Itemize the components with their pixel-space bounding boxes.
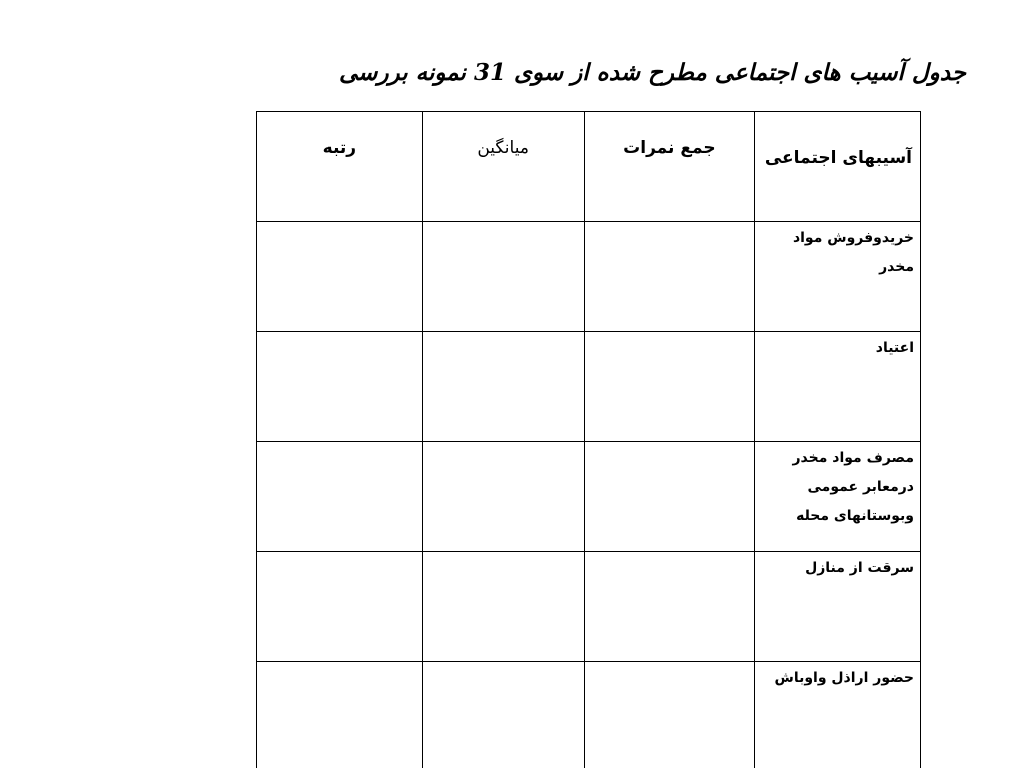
table-row: [257, 222, 921, 332]
social-harms-table: [256, 111, 921, 768]
header-cell-rank: [257, 112, 423, 222]
rank-cell: [257, 222, 423, 332]
row-label-cell: [755, 332, 921, 442]
rank-cell: [257, 442, 423, 552]
header-label-total-score: جمع نمرات: [623, 138, 716, 158]
average-cell: [422, 552, 584, 662]
header-cell-total-score: [584, 112, 755, 222]
total-score-cell: [584, 552, 755, 662]
header-label-social-harms: آسیبهای اجتماعی: [764, 148, 912, 168]
row-label: مصرف مواد مخدر درمعابر عمومی وبوستانهای محله: [792, 450, 914, 524]
total-score-cell: [584, 662, 755, 768]
header-cell-social-harms: [755, 112, 921, 222]
total-score-cell: [584, 442, 755, 552]
row-label: اعتیاد: [875, 340, 914, 356]
average-cell: [422, 332, 584, 442]
table-title: جدول آسیب های اجتماعی مطرح شده از سوی 31 نمونه بررسی: [339, 59, 966, 86]
table-header-row: [257, 112, 921, 222]
row-label: خریدوفروش مواد مخدر: [792, 230, 914, 275]
rank-cell: [257, 662, 423, 768]
header-label-average: میانگین: [477, 138, 529, 158]
row-label-cell: [755, 442, 921, 552]
row-label-cell: [755, 662, 921, 768]
table-row: [257, 552, 921, 662]
table-row: [257, 662, 921, 768]
header-label-rank: رتبه: [322, 138, 357, 158]
total-score-cell: [584, 332, 755, 442]
table-row: [257, 332, 921, 442]
rank-cell: [257, 332, 423, 442]
row-label-cell: [755, 552, 921, 662]
rank-cell: [257, 552, 423, 662]
average-cell: [422, 222, 584, 332]
total-score-cell: [584, 222, 755, 332]
table-row: [257, 442, 921, 552]
header-cell-average: [422, 112, 584, 222]
average-cell: [422, 662, 584, 768]
average-cell: [422, 442, 584, 552]
row-label: حضور اراذل واوباش: [774, 670, 914, 686]
row-label: سرقت از منازل: [805, 560, 914, 576]
row-label-cell: [755, 222, 921, 332]
